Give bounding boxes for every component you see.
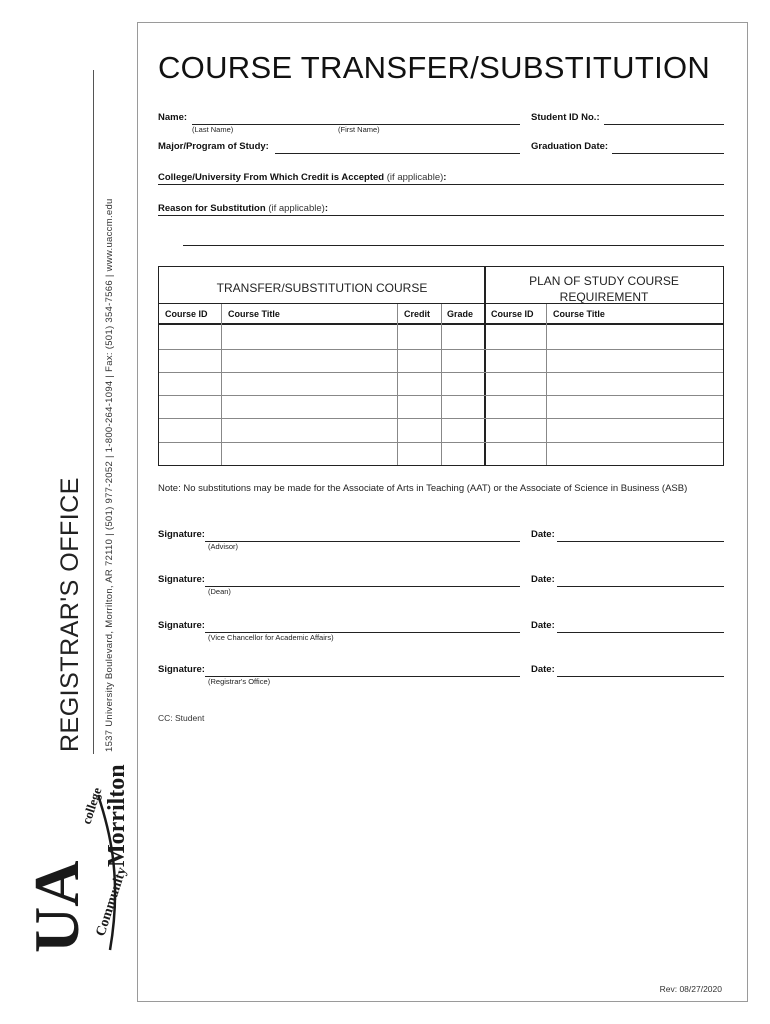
revision-date: Rev: 08/27/2020 bbox=[659, 984, 722, 994]
student-id-label: Student ID No.: bbox=[531, 112, 600, 123]
signature-role: (Dean) bbox=[208, 587, 231, 596]
date-label: Date: bbox=[531, 529, 555, 540]
signature-field-advisor[interactable] bbox=[205, 541, 520, 542]
col-line bbox=[546, 303, 547, 465]
reason-text: Reason for Substitution bbox=[158, 203, 266, 214]
signature-label: Signature: bbox=[158, 620, 205, 631]
substitution-note: Note: No substitutions may be made for the Associate of Arts in Teaching (AAT) or the Associate of Science in Business (ASB) bbox=[158, 483, 688, 494]
course-table bbox=[158, 266, 724, 466]
group-divider bbox=[484, 267, 486, 465]
header-top-rule bbox=[159, 303, 723, 304]
col-header-plan-course-title: Course Title bbox=[553, 309, 605, 319]
date-label: Date: bbox=[531, 620, 555, 631]
logo-community-text: Community bbox=[93, 865, 130, 939]
student-id-field[interactable] bbox=[604, 124, 724, 125]
date-field-advisor[interactable] bbox=[557, 541, 724, 542]
signature-role: (Registrar's Office) bbox=[208, 677, 271, 686]
registrar-office-heading: REGISTRAR'S OFFICE bbox=[56, 477, 84, 752]
reason-note: (if applicable) bbox=[268, 203, 325, 214]
col-header-credit: Credit bbox=[404, 309, 431, 319]
table-row[interactable] bbox=[159, 372, 723, 373]
table-row[interactable] bbox=[159, 418, 723, 419]
col-header-plan-course-id: Course ID bbox=[491, 309, 534, 319]
uaccm-logo bbox=[21, 764, 133, 960]
major-label: Major/Program of Study: bbox=[158, 141, 269, 152]
col-line bbox=[441, 303, 442, 465]
date-label: Date: bbox=[531, 664, 555, 675]
last-name-hint: (Last Name) bbox=[192, 125, 234, 134]
reason-field[interactable] bbox=[158, 215, 724, 216]
col-header-grade: Grade bbox=[447, 309, 474, 319]
logo-graphic bbox=[21, 764, 133, 960]
signature-label: Signature: bbox=[158, 664, 205, 675]
col-header-transfer-course-id: Course ID bbox=[165, 309, 208, 319]
form-border bbox=[137, 22, 748, 1002]
name-label: Name: bbox=[158, 112, 188, 123]
graduation-date-field[interactable] bbox=[612, 153, 724, 154]
table-row[interactable] bbox=[159, 395, 723, 396]
sidebar-divider bbox=[93, 70, 94, 754]
graduation-date-label: Graduation Date: bbox=[531, 141, 609, 152]
college-from-label bbox=[158, 172, 446, 183]
transfer-course-group-header: TRANSFER/SUBSTITUTION COURSE bbox=[216, 281, 428, 295]
date-field-registrar[interactable] bbox=[557, 676, 724, 677]
reason-label bbox=[158, 203, 328, 214]
signature-role: (Vice Chancellor for Academic Affairs) bbox=[208, 633, 334, 642]
date-field-vice-chancellor[interactable] bbox=[557, 632, 724, 633]
col-line bbox=[221, 303, 222, 465]
col-line bbox=[397, 303, 398, 465]
college-from-text: College/University From Which Credit is Accepted bbox=[158, 172, 385, 183]
first-name-hint: (First Name) bbox=[338, 125, 380, 134]
logo-ua-text: UA bbox=[21, 860, 92, 953]
logo-college-text: college bbox=[78, 785, 105, 826]
form-title: COURSE TRANSFER/SUBSTITUTION bbox=[158, 50, 711, 85]
signature-label: Signature: bbox=[158, 529, 205, 540]
signature-role: (Advisor) bbox=[208, 542, 239, 551]
table-row[interactable] bbox=[159, 442, 723, 443]
plan-course-group-header: PLAN OF STUDY COURSE REQUIREMENT bbox=[529, 274, 679, 304]
college-from-colon: : bbox=[443, 172, 447, 183]
cc-line: CC: Student bbox=[158, 713, 205, 723]
date-label: Date: bbox=[531, 574, 555, 585]
major-field[interactable] bbox=[275, 153, 520, 154]
college-from-field[interactable] bbox=[158, 184, 724, 185]
college-from-note: (if applicable) bbox=[386, 172, 444, 183]
reason-colon: : bbox=[324, 203, 328, 214]
reason-field-line-2[interactable] bbox=[183, 245, 724, 246]
col-header-transfer-course-title: Course Title bbox=[228, 309, 280, 319]
table-row[interactable] bbox=[159, 349, 723, 350]
logo-morrilton-text: Morrilton bbox=[104, 764, 130, 867]
date-field-dean[interactable] bbox=[557, 586, 724, 587]
signature-field-dean[interactable] bbox=[205, 586, 520, 587]
signature-label: Signature: bbox=[158, 574, 205, 585]
office-contact-info: 1537 University Boulevard, Morrilton, AR 72110 | (501) 977-2052 | 1-800-264-1094 | Fax: (501) 354-7566 | www.uaccm.edu bbox=[104, 198, 115, 752]
